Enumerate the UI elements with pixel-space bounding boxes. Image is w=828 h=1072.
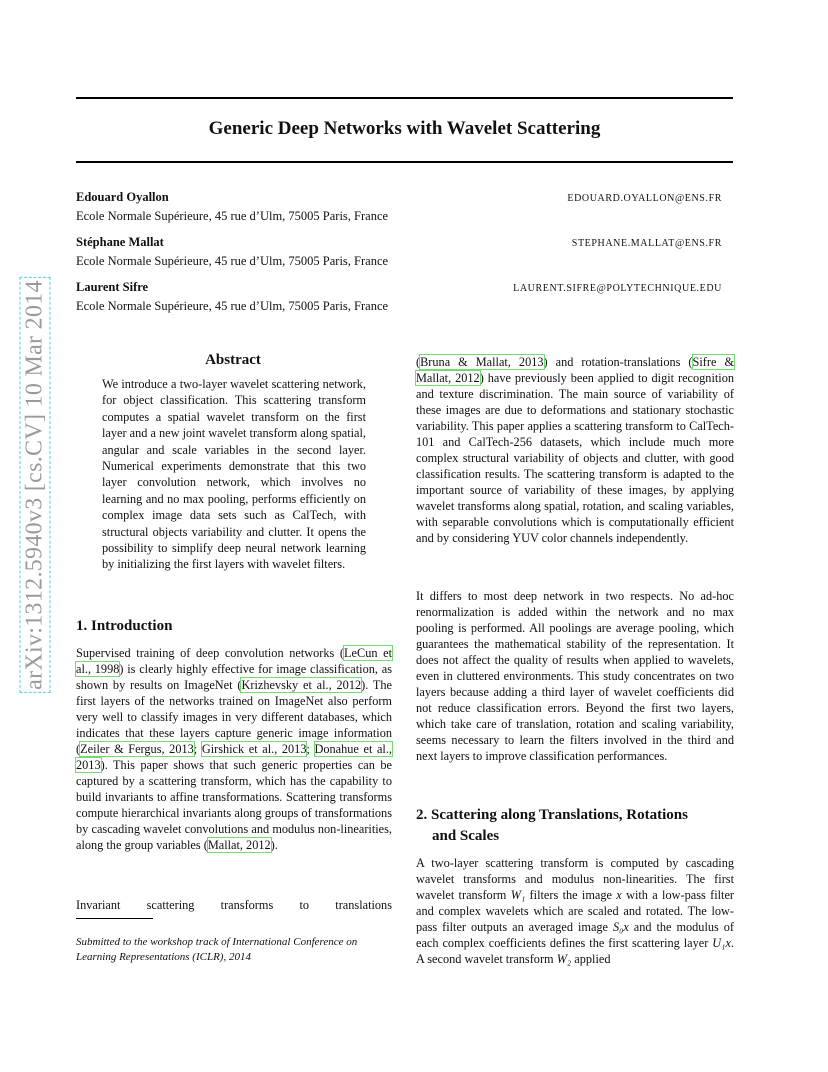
author-name: Stéphane Mallat [76, 235, 164, 249]
text-run: ( [416, 355, 421, 369]
footnote: Submitted to the workshop track of International Conference on Learning Representations (ICLR), 2014 [76, 936, 358, 963]
citation-link[interactable]: Sifre & Mallat, 2012 [416, 355, 735, 385]
author-email: EDOUARD.OYALLON@ENS.FR [567, 193, 722, 204]
heading-line: and Scales [432, 828, 500, 844]
section-2-paragraph [416, 855, 734, 967]
text-run: Supervised training of deep convolution networks ( [76, 646, 345, 660]
citation-link[interactable]: Donahue et al., 2013 [76, 742, 392, 772]
top-rule [76, 97, 733, 99]
text-run: ). [270, 838, 278, 852]
text-run: ; [306, 742, 315, 756]
abstract-heading: Abstract [205, 352, 261, 368]
text-run: applied [571, 952, 611, 966]
author-affiliation: Ecole Normale Supérieure, 45 rue d’Ulm, 75005 Paris, France [76, 254, 389, 268]
math-w1: W₁ [510, 888, 526, 902]
text-run: A two-layer scattering transform is computed by cascading wavelet transforms and modulus non-linearities. The first wavelet transform [416, 856, 734, 902]
text-run: ) and rotation-translations ( [543, 355, 693, 369]
text-run: ) have previously been applied to digit recognition and texture discrimination. The main source of variability of these images are due to deformations and stationary stochastic variability. This paper applies a scattering transform to CalTech-101 and CalTech-256 datasets, which include much more complex structural variability of objects and clutter, with good classification results. The scattering transform is adapted to the important source of variability of these images, by applying wavelet transforms along spatial, rotation, and scaling variables, with separable convolutions which is computationally efficient and by considering YUV color channels independently. [416, 371, 734, 545]
intro-paragraph [76, 645, 392, 853]
text-run: ; [193, 742, 202, 756]
text-run: . A second wavelet transform [416, 936, 734, 966]
abstract-text: We introduce a two-layer wavelet scattering network, for object classification. This scattering transform computes a spatial wavelet transform on the first layer and a new joint wavelet transform along spatial, angular and scale variables in the second layer. Numerical experiments demonstrate that this two layer convolution network, which involves no learning and no max pooling, performs efficiently on complex image data sets such as CalTech, with structural objects variability and clutter. It opens the possibility to simplify deep neural network learning by initializing the first layers with wavelet filters. [102, 377, 366, 572]
text-run: ). This paper shows that such generic properties can be captured by a scattering transform, which has the capability to build invariants to affine transformations. Scattering transforms compute hierarchical invariants along groups of transformations by cascading wavelet convolutions and modulus non-linearities, along the group variables ( [76, 758, 392, 852]
paper-title: Generic Deep Networks with Wavelet Scattering [208, 118, 601, 139]
arxiv-stamp[interactable] [22, 260, 48, 710]
math-s0x: S₀x [612, 920, 629, 934]
author-name: Laurent Sifre [76, 280, 149, 294]
math-w2: W₂ [556, 952, 572, 966]
heading-line: 2. Scattering along Translations, Rotations [416, 807, 688, 823]
citation-link[interactable]: Mallat, 2012 [207, 838, 271, 852]
footnote-rule [76, 918, 153, 919]
text-run: ) is clearly highly effective for image classification, as shown by results on ImageNet ( [76, 662, 392, 692]
arxiv-id[interactable]: arXiv:1312.5940v3 [cs.CV] 10 Mar 2014 [21, 280, 48, 690]
title-rule [76, 161, 733, 163]
author-affiliation: Ecole Normale Supérieure, 45 rue d’Ulm, 75005 Paris, France [76, 209, 389, 223]
author-affiliation: Ecole Normale Supérieure, 45 rue d’Ulm, 75005 Paris, France [76, 299, 389, 313]
math-x: x [616, 888, 622, 902]
text-run: and the modulus of each complex coefficients defines the first scattering layer [416, 920, 734, 950]
intro-paragraph: It differs to most deep network in two respects. No ad-hoc renormalization is added within the network and no max pooling is performed. All poolings are average pooling, which guarantees the mathematical stability of the representation. It does not affect the quality of results when applied to wavelets, even in cluttered environments. This study concentrates on two layers because adding a third layer of wavelet coefficients did not reduce classification errors. Beyond the first two layers, which take care of translation, rotation and scaling variability, seems necessary to learn the filters involved in the third and next layers to improve classification performances. [416, 589, 734, 763]
text-run: with a low-pass filter and complex wavelets which are scaled and rotated. The low-pass filter outputs an averaged image [416, 888, 734, 934]
citation-link[interactable]: LeCun et al., 1998 [76, 646, 392, 676]
citation-link[interactable]: Krizhevsky et al., 2012 [241, 678, 362, 692]
citation-link[interactable]: Girshick et al., 2013 [201, 742, 307, 756]
text-run: filters the image [525, 888, 617, 902]
author-name: Edouard Oyallon [76, 190, 169, 204]
section-2-heading [416, 805, 734, 847]
intro-heading: 1. Introduction [76, 618, 173, 634]
intro-paragraph-start: Invariant scattering transforms to translations [76, 898, 392, 912]
math-u1x: U₁x [712, 936, 731, 950]
text-run: ). The first layers of the networks trained on ImageNet also perform very well to classify images in very different databases, which indicates that these layers capture generic image information ( [76, 678, 393, 756]
author-email: STEPHANE.MALLAT@ENS.FR [571, 238, 722, 249]
intro-paragraph-continued [416, 354, 734, 546]
citation-link[interactable]: Zeiler & Fergus, 2013 [80, 742, 194, 756]
author-email: LAURENT.SIFRE@POLYTECHNIQUE.EDU [513, 283, 722, 294]
citation-link[interactable]: Bruna & Mallat, 2013 [420, 355, 544, 369]
